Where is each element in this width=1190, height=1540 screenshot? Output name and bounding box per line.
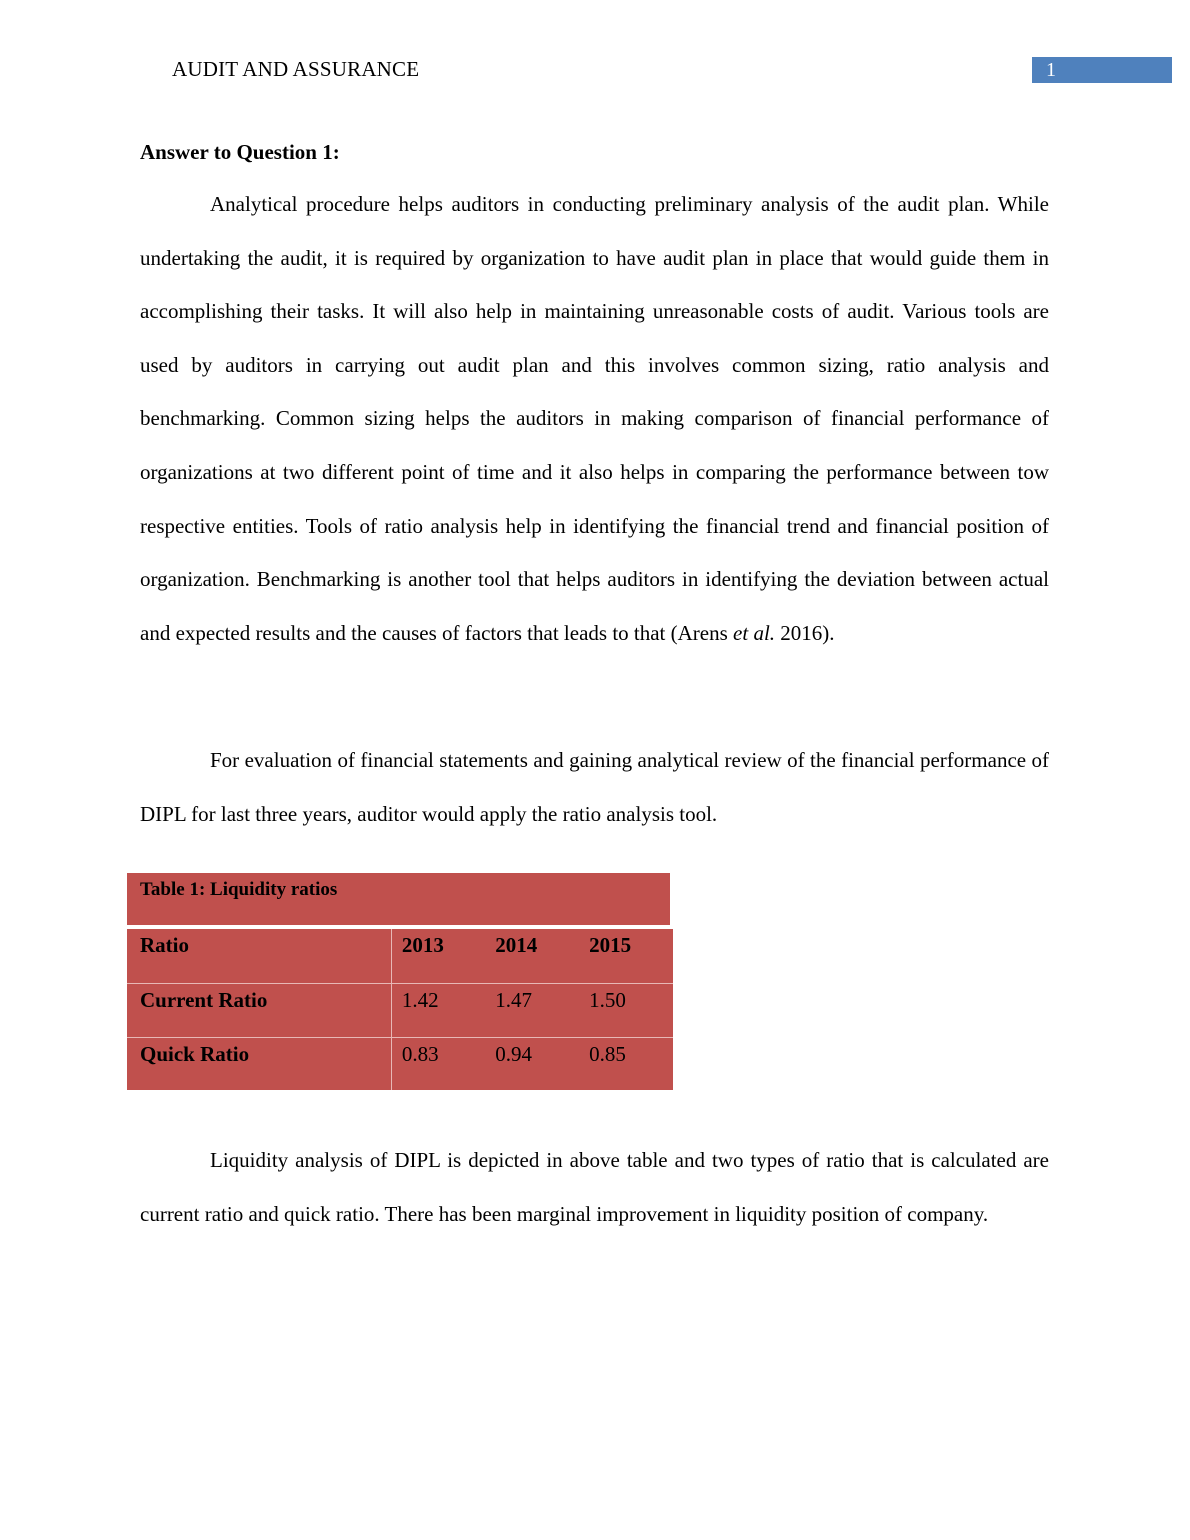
header-cell-2014: 2014	[485, 929, 579, 983]
section-heading: Answer to Question 1:	[140, 140, 340, 164]
paragraph-text-end: 2016).	[775, 620, 835, 645]
table-cell: 1.50	[579, 983, 673, 1037]
table-row	[127, 983, 673, 1037]
liquidity-ratios-table	[127, 873, 673, 1096]
paragraph-evaluation	[140, 734, 1049, 841]
paragraph-text: Analytical procedure helps auditors in conducting preliminary analysis of the audit plan. While undertaking the audit, it is required by organization to have audit plan in place that would guide them in accomplishing their tasks. It will also help in maintaining unreasonable costs of audit. Various tools are used by auditors in carrying out audit plan and this involves common sizing, ratio analysis and benchmarking. Common sizing helps the auditors in making comparison of financial performance of organizations at two different point of time and it also helps in comparing the performance between tow respective entities. Tools of ratio analysis help in identifying the financial trend and financial position of organization. Benchmarking is another tool that helps auditors in identifying the deviation between actual and expected results and the causes of factors that leads to that (Arens	[140, 192, 1049, 645]
citation-italic: et al.	[733, 620, 776, 645]
header-title: AUDIT AND ASSURANCE	[172, 57, 420, 81]
paragraph-text: Liquidity analysis of DIPL is depicted in above table and two types of ratio that is calculated are current ratio and quick ratio. There has been marginal improvement in liquidity position of company.	[140, 1148, 1049, 1226]
table-caption: Table 1: Liquidity ratios	[127, 873, 670, 929]
header-cell-ratio: Ratio	[127, 929, 391, 983]
table-cell: 0.85	[579, 1037, 673, 1091]
table-cell: 1.42	[391, 983, 485, 1037]
table-cell: 0.83	[391, 1037, 485, 1091]
paragraph-analytical-procedure	[140, 178, 1049, 660]
paragraph-text: For evaluation of financial statements and gaining analytical review of the financial performance of DIPL for last three years, auditor would apply the ratio analysis tool.	[140, 748, 1049, 826]
row-label-quick-ratio: Quick Ratio	[127, 1037, 391, 1091]
table-cell: 1.47	[485, 983, 579, 1037]
table-cell: 0.94	[485, 1037, 579, 1091]
paragraph-liquidity-analysis	[140, 1134, 1049, 1241]
table-header-row	[127, 929, 673, 983]
row-label-current-ratio: Current Ratio	[127, 983, 391, 1037]
header-cell-2015: 2015	[579, 929, 673, 983]
table-row	[127, 1037, 673, 1091]
header-cell-2013: 2013	[391, 929, 485, 983]
table-body	[127, 929, 673, 1092]
page-number: 1	[1032, 57, 1172, 83]
